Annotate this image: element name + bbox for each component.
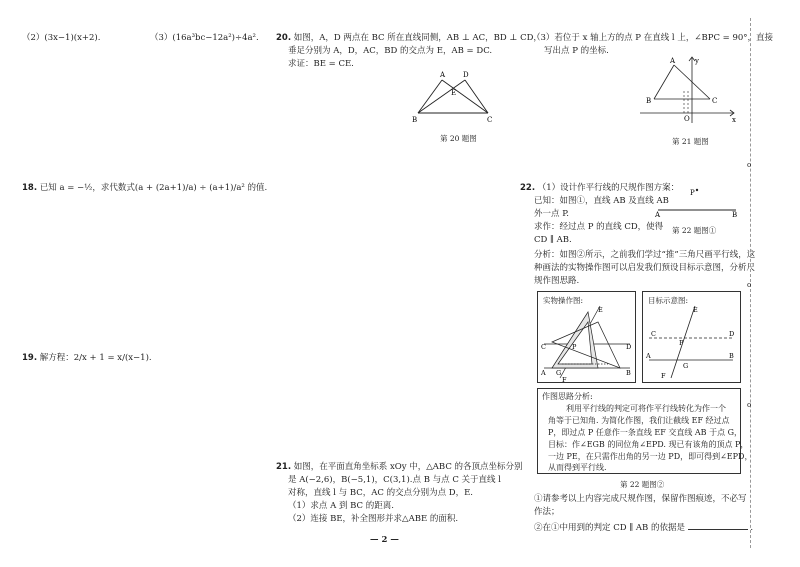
q22-line4: 求作：经过点 P 的直线 CD，使得: [534, 222, 664, 232]
q21-line3: 对称，直线 l 与 BC，AC 的交点分别为点 D，E.: [288, 488, 474, 498]
q18-text: 已知 a = −½，求代数式(a + (2a+1)/a) ÷ (a+1)/a² 的值.: [39, 183, 268, 193]
fig20-label-D: D: [463, 71, 469, 79]
fig21-label-x: x: [732, 116, 736, 124]
think-line3: P，即过点 P 任意作一条直线 EF 交直线 AB 于点 G，: [548, 428, 743, 437]
target-diagram-box: [642, 291, 741, 383]
q22-answer3-text: ②在①中用到的判定 CD ∥ AB 的依据是: [534, 523, 685, 533]
figure-20: [410, 68, 500, 128]
fig20-label-B: B: [412, 116, 418, 124]
q22-number: 22.: [520, 183, 536, 193]
fig21-label-C: C: [712, 97, 718, 105]
q22-line7: 种画法的实物操作图可以启发我们预设目标示意图，分析尺: [534, 263, 756, 273]
binding-mark-3: o: [747, 401, 752, 409]
fig21-label-O: O: [684, 115, 690, 123]
q21-line5: （2）连接 BE，补全图形并求△ABE 的面积.: [288, 514, 459, 524]
q21-text1: 如图，在平面直角坐标系 xOy 中，△ABC 的各顶点坐标分别: [293, 462, 523, 472]
drawing-analysis-box: [537, 388, 753, 474]
box2-label-E: E: [693, 306, 698, 314]
q18: [22, 183, 267, 194]
q17-part3: （3）(16a³bc−12a²)÷4a².: [150, 33, 259, 43]
binding-mark-2: o: [747, 281, 752, 289]
box1-label-P: P: [572, 343, 577, 351]
think-line5: 一边 PE，在只需作出角的另一边 PD，即可得到∠EPD，: [548, 452, 753, 461]
q21-3-line1: （3）若位于 x 轴上方的点 P 在直线 l 上，∠BPC = 90°，直接: [532, 33, 774, 43]
q22-line3: 外一点 P.: [534, 209, 569, 219]
q20-number: 20.: [276, 33, 292, 43]
fig20-caption: 第 20 题图: [440, 134, 477, 143]
fig22-1-label-B: B: [732, 211, 738, 217]
fig20-label-C: C: [487, 116, 493, 124]
box1-label-E: E: [598, 306, 603, 314]
fig21-label-y: y: [695, 57, 699, 65]
q20-line2: 垂足分别为 A，D，AC，BD 的交点为 E，AB = DC.: [288, 46, 493, 56]
page-number: — 2 —: [370, 535, 399, 545]
think-title: 作图思路分析:: [542, 392, 593, 401]
q21-3-line2: 写出点 P 的坐标.: [544, 46, 609, 56]
box1-label-B: B: [626, 369, 631, 377]
q21-number: 21.: [276, 462, 292, 472]
fig22-1-label-A: A: [655, 211, 661, 217]
q18-number: 18.: [22, 183, 38, 193]
q21-line2: 是 A(−2,6)，B(−5,1)，C(3,1).点 B 与点 C 关于直线 l: [288, 475, 501, 485]
think-line2: 角等于已知角. 为简化作图，我们让截线 EF 经过点: [548, 416, 730, 425]
q22-line5: CD ∥ AB.: [534, 235, 572, 245]
q22-answer2: 作法；: [534, 507, 560, 517]
think-line1: 利用平行线的判定可将作平行线转化为作一个: [566, 404, 726, 413]
q19: [22, 353, 152, 364]
answer-blank[interactable]: [688, 520, 748, 530]
q20-line3: 求证：BE = CE.: [288, 59, 354, 69]
box1-figure: [538, 292, 635, 382]
fig22-2-caption: 第 22 题图②: [620, 480, 665, 489]
box2-figure: [643, 292, 740, 382]
fig21-caption: 第 21 题图: [672, 137, 709, 146]
think-line4: 目标：作∠EGB 的同位角∠EPD. 现已有该角的顶点 P，: [548, 440, 749, 449]
fig21-label-B: B: [646, 97, 652, 105]
box1-label-D: D: [626, 343, 632, 351]
box1-title: 实物操作图:: [543, 296, 584, 305]
q20-line1: [276, 33, 542, 44]
box2-label-G: G: [683, 362, 689, 370]
q19-text: 解方程：2/x + 1 = x/(x−1).: [39, 353, 152, 363]
q19-number: 19.: [22, 353, 38, 363]
box2-label-A: A: [646, 352, 651, 360]
box2-label-F: F: [661, 372, 666, 380]
binding-mark-1: o: [747, 161, 752, 169]
box2-label-P: P: [679, 339, 684, 347]
q22-text1: （1）设计作平行线的尺规作图方案：: [537, 183, 680, 193]
q21-line4: （1）求点 A 到 BC 的距离.: [288, 501, 394, 511]
fig20-label-E: E: [451, 89, 457, 97]
box2-title: 目标示意图:: [648, 296, 689, 305]
q20-text1: 如图，A，D 两点在 BC 所在直线同侧，AB ⊥ AC，BD ⊥ CD，: [293, 33, 542, 43]
box2-label-D: D: [729, 330, 735, 338]
box1-label-A: A: [541, 369, 546, 377]
box2-label-C: C: [651, 330, 656, 338]
fig20-label-A: A: [440, 71, 446, 79]
physical-operation-box: [537, 291, 636, 383]
q22-answer1: ①请参考以上内容完成尺规作图，保留作图痕迹，不必写: [534, 494, 747, 504]
box1-label-G: G: [556, 369, 562, 377]
think-line6: 从而得到平行线.: [548, 463, 607, 472]
q22-answer3-end: .: [750, 523, 754, 533]
figure-22-1: [652, 185, 742, 217]
q17-part2: （2）(3x−1)(x+2).: [22, 33, 101, 43]
fig22-1-caption: 第 22 题图①: [672, 226, 717, 235]
box1-label-C: C: [541, 343, 546, 351]
q22-line2: 已知：如图①，直线 AB 及直线 AB: [534, 196, 669, 206]
figure-21: [640, 55, 740, 125]
box1-label-F: F: [562, 376, 567, 382]
q22-line8: 规作图思路.: [534, 276, 580, 286]
fig21-label-A: A: [670, 57, 676, 65]
box2-label-B: B: [729, 352, 734, 360]
q22-line6: 分析：如图②所示，之前我们学过“推”三角尺画平行线，这: [534, 250, 756, 260]
q21-line1: [276, 462, 523, 473]
q22-answer3: [534, 520, 753, 534]
fig22-1-label-P: P: [690, 189, 695, 197]
